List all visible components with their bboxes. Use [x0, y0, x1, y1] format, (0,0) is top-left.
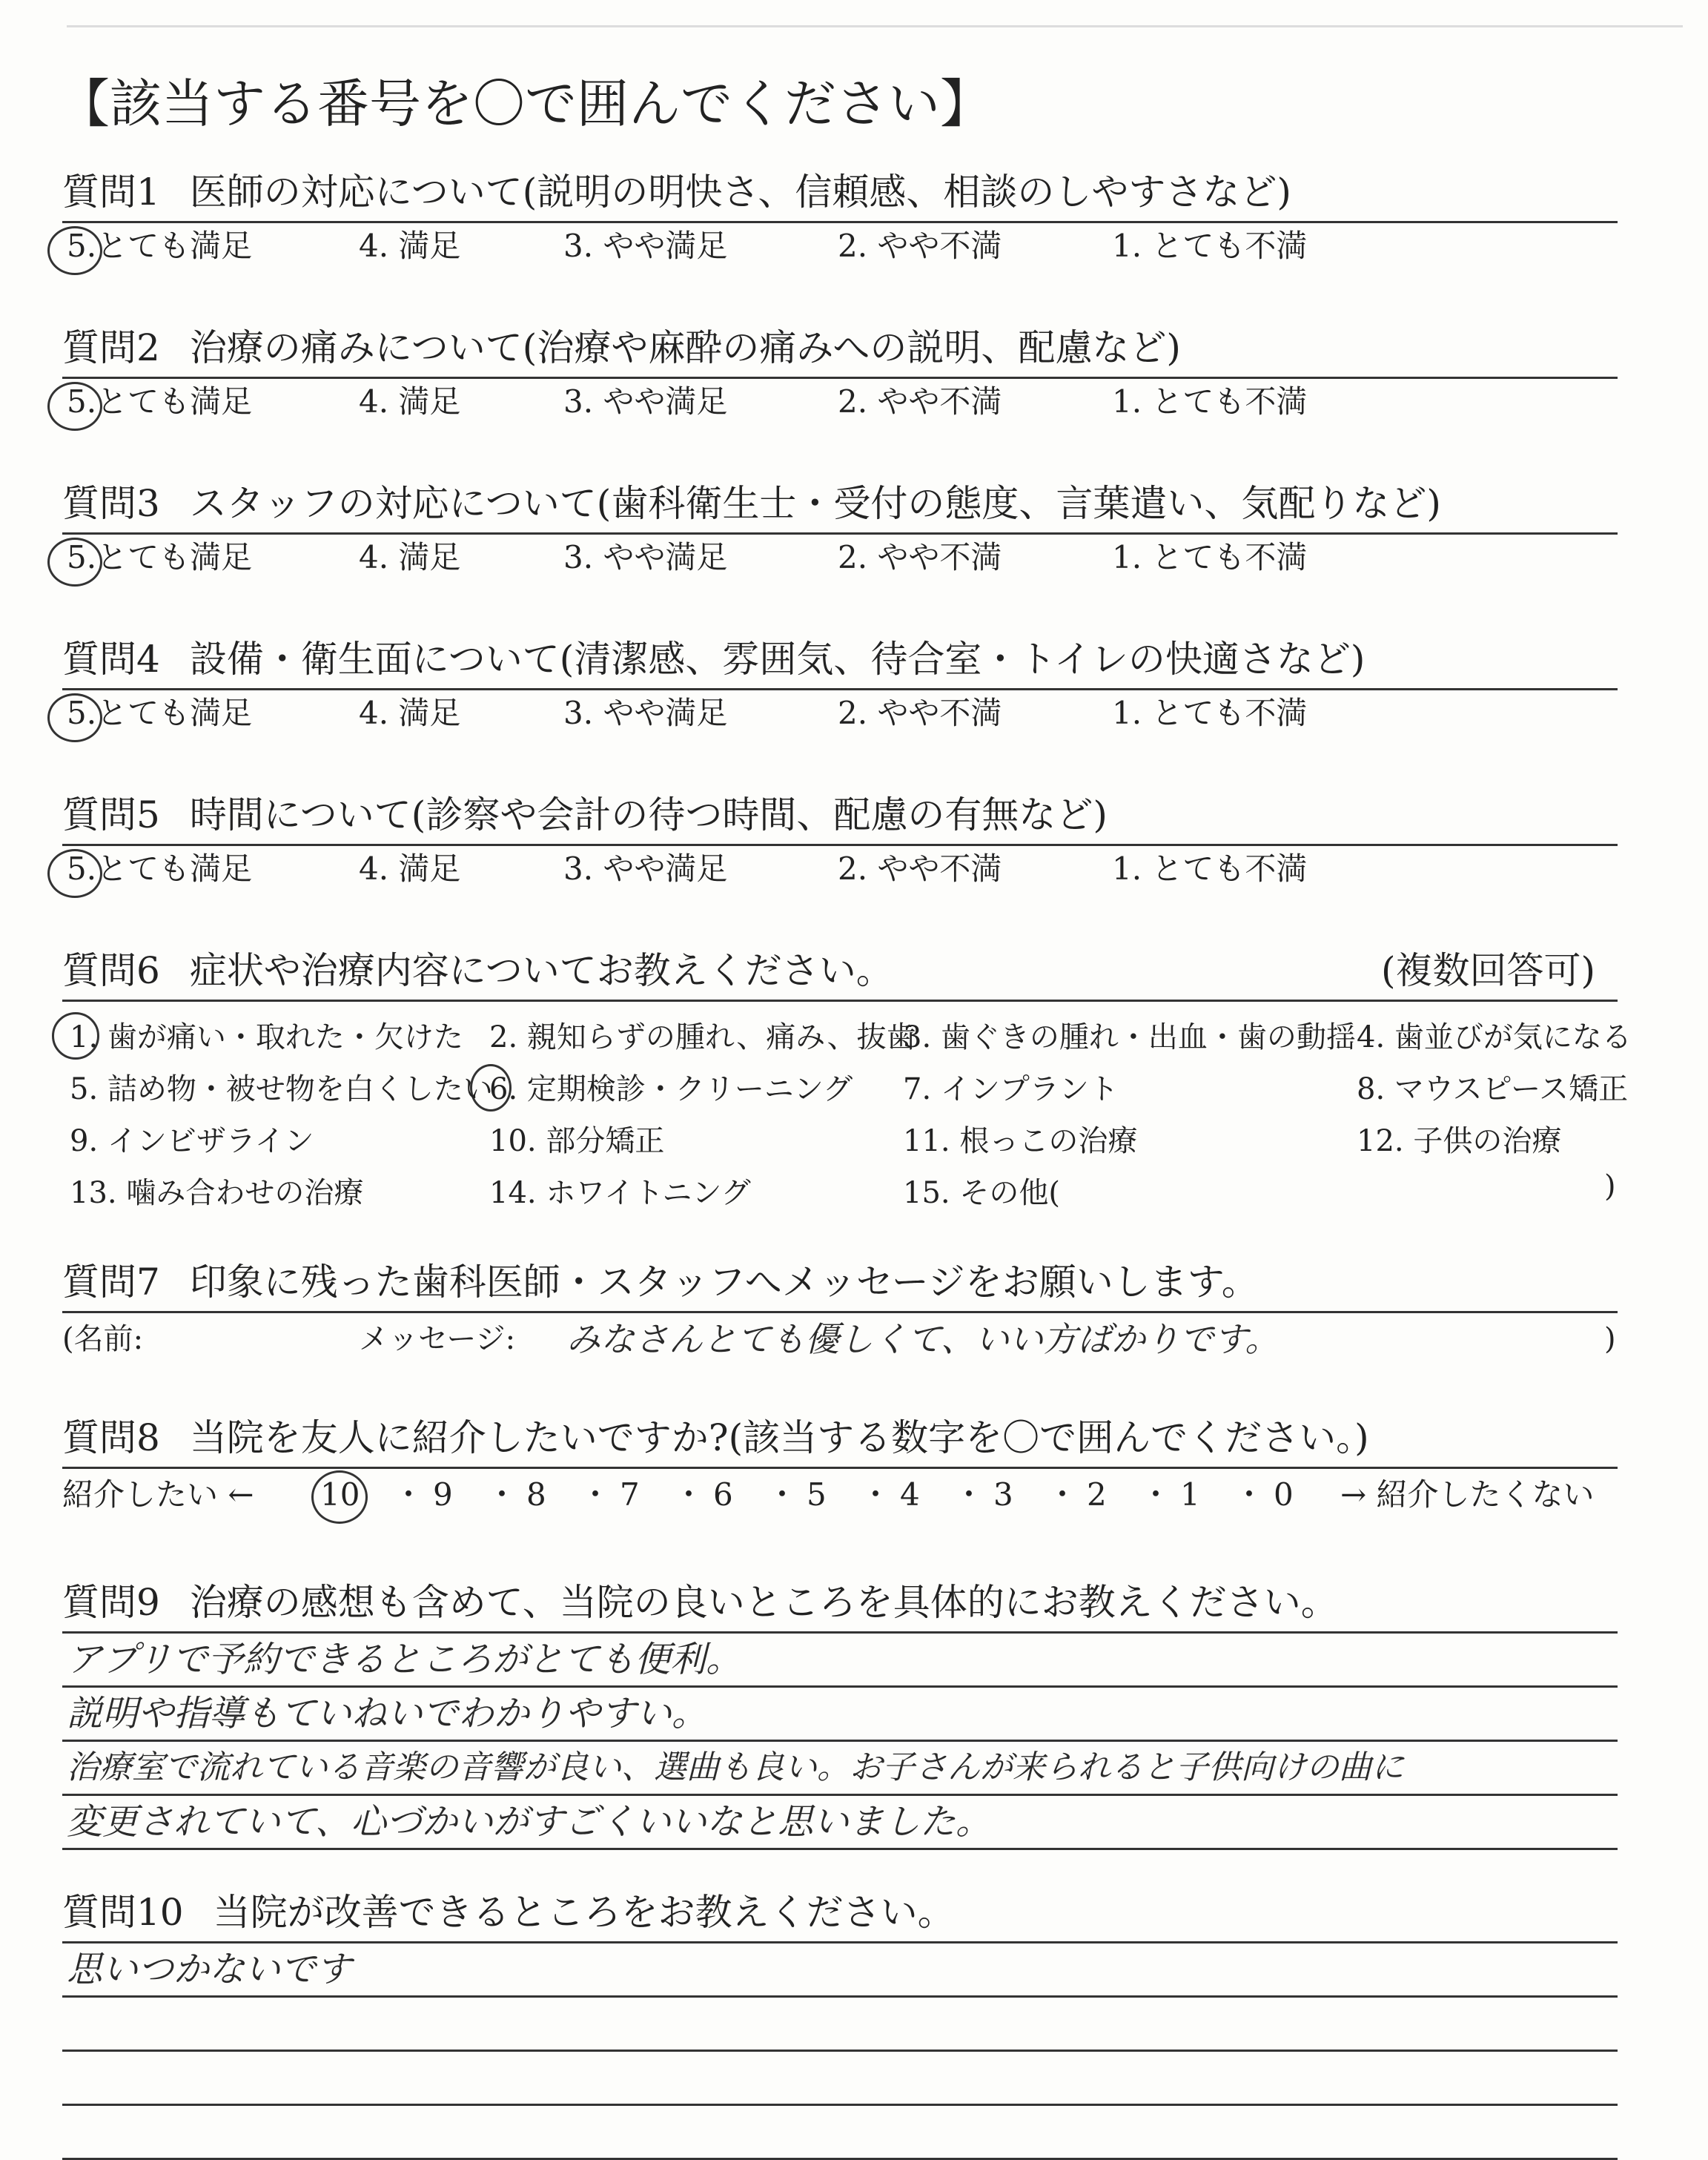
symptom-option-4[interactable]: 4. 歯並びが気になる [1357, 1020, 1632, 1054]
scale-value-1[interactable]: 1 [1180, 1476, 1200, 1513]
question-text: 治療の痛みについて(治療や麻酔の痛みへの説明、配慮など) [189, 326, 1181, 369]
page-title: 【該当する番号を〇で囲んでください】 [58, 73, 992, 134]
option-3[interactable]: 3. やや満足 [563, 539, 728, 575]
answer-line-4[interactable] [62, 2106, 1618, 2160]
option-5[interactable]: 5.とても満足 [67, 228, 253, 264]
scale-dot: ・ [953, 1476, 985, 1513]
rating-options [62, 690, 1618, 736]
question-number: 質問4 [62, 638, 160, 681]
option-3[interactable]: 3. やや満足 [563, 851, 728, 887]
option-4[interactable]: 4. 満足 [359, 383, 461, 420]
message-close-paren: ) [1604, 1322, 1616, 1356]
answer-lines [62, 1634, 1618, 1850]
option-1[interactable]: 1. とても不満 [1112, 383, 1308, 420]
answer-line-2[interactable]: 説明や指導もていねいでわかりやすい。 [62, 1688, 1618, 1742]
question-number: 質問6 [62, 949, 160, 992]
scale-dot: ・ [580, 1476, 612, 1513]
scale-dot: ・ [860, 1476, 892, 1513]
option-2[interactable]: 2. やや不満 [838, 851, 1002, 887]
question-10 [62, 1889, 1618, 2160]
answer-line-1[interactable]: 思いつかないです [62, 1943, 1618, 1998]
option-2[interactable]: 2. やや不満 [838, 539, 1002, 575]
answer-line-1[interactable]: アプリで予約できるところがとても便利。 [62, 1634, 1618, 1688]
question-2 [62, 325, 1618, 425]
option-1[interactable]: 1. とても不満 [1112, 851, 1308, 887]
question-text: 時間について(診察や会計の待つ時間、配慮の有無など) [189, 793, 1108, 836]
rating-options [62, 535, 1618, 581]
answer-line-3[interactable] [62, 2052, 1618, 2106]
question-text: 当院を友人に紹介したいですか?(該当する数字を〇で囲んでください。) [189, 1416, 1369, 1459]
option-5[interactable]: 5.とても満足 [67, 695, 253, 731]
question-1 [62, 169, 1618, 269]
option-4[interactable]: 4. 満足 [359, 695, 461, 731]
question-6 [62, 948, 1632, 1210]
symptom-option-1[interactable]: 1. 歯が痛い・取れた・欠けた [70, 1020, 463, 1054]
scale-value-7[interactable]: 7 [620, 1476, 640, 1513]
scale-value-9[interactable]: 9 [433, 1476, 453, 1513]
question-text: スタッフの対応について(歯科衛生士・受付の態度、言葉遣い、気配りなど) [189, 482, 1441, 525]
scale-dot: ・ [486, 1476, 518, 1513]
symptom-options-grid [62, 1002, 1632, 1210]
scale-left-label: 紹介したい ← [62, 1476, 254, 1513]
scale-dot: ・ [393, 1476, 425, 1513]
option-1[interactable]: 1. とても不満 [1112, 539, 1308, 575]
page-top-rule [67, 25, 1683, 27]
message-label: メッセージ: [359, 1322, 516, 1356]
option-4[interactable]: 4. 満足 [359, 851, 461, 887]
symptom-option-11[interactable]: 11. 根っこの治療 [903, 1124, 1138, 1158]
symptom-option-14[interactable]: 14. ホワイトニング [489, 1176, 751, 1210]
option-5[interactable]: 5.とても満足 [67, 851, 253, 887]
symptom-option-6[interactable]: 6. 定期検診・クリーニング [489, 1072, 853, 1106]
scale-dot: ・ [673, 1476, 705, 1513]
question-9 [62, 1579, 1618, 1850]
question-7 [62, 1259, 1618, 1365]
option-1[interactable]: 1. とても不満 [1112, 695, 1308, 731]
symptom-option-7[interactable]: 7. インプラント [903, 1072, 1119, 1106]
symptom-option-8[interactable]: 8. マウスピース矯正 [1357, 1072, 1629, 1106]
rating-options [62, 846, 1618, 892]
scale-value-0[interactable]: 0 [1274, 1476, 1294, 1513]
option-3[interactable]: 3. やや満足 [563, 228, 728, 264]
question-text: 設備・衛生面について(清潔感、雰囲気、待合室・トイレの快適さなど) [189, 638, 1366, 681]
rating-options [62, 223, 1618, 269]
option-2[interactable]: 2. やや不満 [838, 383, 1002, 420]
option-2[interactable]: 2. やや不満 [838, 228, 1002, 264]
question-text: 印象に残った歯科医師・スタッフへメッセージをお願いします。 [189, 1261, 1259, 1304]
scale-value-8[interactable]: 8 [526, 1476, 546, 1513]
scale-value-6[interactable]: 6 [713, 1476, 733, 1513]
symptom-option-9[interactable]: 9. インビザライン [70, 1124, 314, 1158]
rating-options [62, 379, 1618, 425]
symptom-option-10[interactable]: 10. 部分矯正 [489, 1124, 665, 1158]
scale-dot: ・ [1234, 1476, 1265, 1513]
other-close-paren: ) [1604, 1169, 1616, 1203]
option-2[interactable]: 2. やや不満 [838, 695, 1002, 731]
question-text: 症状や治療内容についてお教えください。 [189, 949, 893, 992]
scale-dot: ・ [1047, 1476, 1079, 1513]
question-number: 質問5 [62, 793, 160, 836]
question-text: 医師の対応について(説明の明快さ、信頼感、相談のしやすさなど) [189, 171, 1291, 214]
question-number: 質問9 [62, 1581, 160, 1624]
name-label: (名前: [62, 1322, 144, 1356]
answer-line-3[interactable]: 治療室で流れている音楽の音響が良い、選曲も良い。お子さんが来られると子供向けの曲に [62, 1742, 1618, 1796]
question-text: 治療の感想も含めて、当院の良いところを具体的にお教えください。 [189, 1581, 1338, 1624]
option-1[interactable]: 1. とても不満 [1112, 228, 1308, 264]
scale-value-4[interactable]: 4 [900, 1476, 920, 1513]
multiple-answer-note: (複数回答可) [1380, 949, 1595, 992]
symptom-option-12[interactable]: 12. 子供の治療 [1357, 1124, 1562, 1158]
symptom-option-13[interactable]: 13. 噛み合わせの治療 [70, 1176, 364, 1210]
question-number: 質問8 [62, 1416, 160, 1459]
option-4[interactable]: 4. 満足 [359, 539, 461, 575]
symptom-option-2[interactable]: 2. 親知らずの腫れ、痛み、抜歯 [489, 1020, 916, 1054]
question-5 [62, 792, 1618, 892]
option-5[interactable]: 5.とても満足 [67, 539, 253, 575]
scale-value-3[interactable]: 3 [993, 1476, 1013, 1513]
question-number: 質問2 [62, 326, 160, 369]
question-number: 質問3 [62, 482, 160, 525]
scale-value-2[interactable]: 2 [1087, 1476, 1107, 1513]
handwritten-message[interactable]: みなさんとても優しくて、いい方ばかりです。 [566, 1319, 1280, 1359]
question-number: 質問10 [62, 1891, 184, 1934]
symptom-option-3[interactable]: 3. 歯ぐきの腫れ・出血・歯の動揺 [903, 1020, 1356, 1054]
question-number: 質問7 [62, 1261, 160, 1304]
scale-dot: ・ [1140, 1476, 1172, 1513]
scale-value-5[interactable]: 5 [807, 1476, 827, 1513]
recommendation-scale [62, 1469, 1618, 1521]
question-4 [62, 636, 1618, 736]
answer-line-4[interactable]: 変更されていて、心づかいがすごくいいなと思いました。 [62, 1796, 1618, 1850]
answer-line-2[interactable] [62, 1998, 1618, 2052]
question-3 [62, 480, 1618, 581]
symptom-option-5[interactable]: 5. 詰め物・被せ物を白くしたい [70, 1072, 493, 1106]
question-8 [62, 1415, 1618, 1521]
answer-lines [62, 1943, 1618, 2160]
question-text: 当院が改善できるところをお教えください。 [213, 1891, 955, 1934]
message-row [62, 1313, 1618, 1365]
symptom-option-15[interactable]: 15. その他( [903, 1176, 1060, 1210]
scale-right-label: → 紹介したくない [1340, 1476, 1595, 1513]
question-number: 質問1 [62, 171, 160, 214]
option-4[interactable]: 4. 満足 [359, 228, 461, 264]
option-3[interactable]: 3. やや満足 [563, 695, 728, 731]
scale-value-10[interactable]: 10 [320, 1476, 360, 1513]
option-5[interactable]: 5.とても満足 [67, 383, 253, 420]
option-3[interactable]: 3. やや満足 [563, 383, 728, 420]
scale-dot: ・ [767, 1476, 798, 1513]
